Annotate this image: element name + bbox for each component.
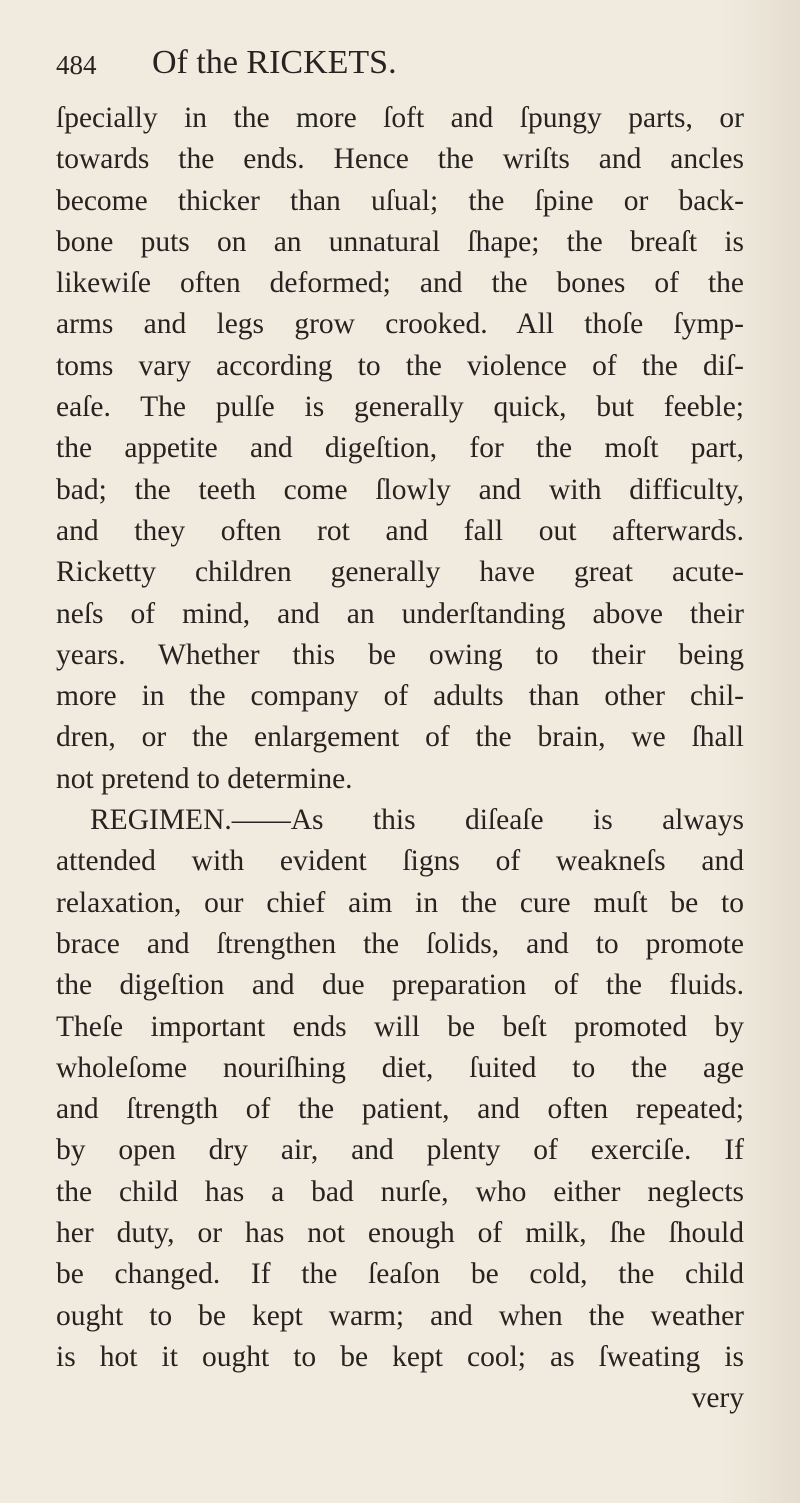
text-line: the digeſtion and due preparation of the fluids. (56, 969, 744, 1002)
text-line: wholeſome nouriſhing diet, ſuited to the age (56, 1051, 744, 1084)
text-line: the appetite and digeſtion, for the moſt part, (56, 432, 744, 465)
text-line: and ſtrength of the patient, and often repeated; (56, 1093, 744, 1126)
page-header (56, 44, 716, 94)
text-line: become thicker than uſual; the ſpine or back- (56, 184, 744, 217)
text-line: her duty, or has not enough of milk, ſhe ſhould (56, 1217, 744, 1250)
text-line: towards the ends. Hence the wriſts and ancles (56, 143, 744, 176)
text-line: relaxation, our chief aim in the cure muſt be to (56, 886, 744, 919)
text-line: the child has a bad nurſe, who either neglects (56, 1175, 744, 1208)
text-line: arms and legs grow crooked. All thoſe ſymp- (56, 308, 744, 341)
text-line: attended with evident ſigns of weakneſs and (56, 845, 744, 878)
page-number: 484 (56, 50, 97, 80)
text-line: years. Whether this be owing to their being (56, 638, 744, 671)
text-line: bad; the teeth come ſlowly and with difficulty, (56, 473, 744, 506)
catchword: very (691, 1382, 744, 1415)
text-line: not pretend to determine. (56, 762, 353, 795)
text-line: and they often rot and fall out afterwards. (56, 514, 744, 547)
text-line: more in the company of adults than other chil- (56, 680, 744, 713)
text-line: eaſe. The pulſe is generally quick, but feeble; (56, 391, 744, 424)
text-line: neſs of mind, and an underſtanding above their (56, 597, 744, 630)
body-text (56, 98, 744, 1420)
running-head: Of the RICKETS. (152, 44, 397, 81)
text-line: ſpecially in the more ſoft and ſpungy parts, or (56, 102, 744, 134)
text-line: by open dry air, and plenty of exerciſe. If (56, 1134, 744, 1167)
text-line: likewiſe often deformed; and the bones of the (56, 267, 744, 300)
text-line: be changed. If the ſeaſon be cold, the child (56, 1258, 744, 1291)
text-line: Theſe important ends will be beſt promoted by (56, 1010, 744, 1043)
text-line: is hot it ought to be kept cool; as ſweating is (56, 1340, 744, 1373)
text-line: bone puts on an unnatural ſhape; the breaſt is (56, 225, 744, 258)
text-line: dren, or the enlargement of the brain, we ſhall (56, 721, 744, 754)
text-line: Ricketty children generally have great acute- (56, 556, 744, 589)
text-line: brace and ſtrengthen the ſolids, and to promote (56, 927, 744, 960)
text-line: toms vary according to the violence of the diſ- (56, 349, 744, 382)
regimen-heading-line: REGIMEN.——As this diſeaſe is always (90, 804, 744, 837)
text-line: ought to be kept warm; and when the weather (56, 1299, 744, 1332)
